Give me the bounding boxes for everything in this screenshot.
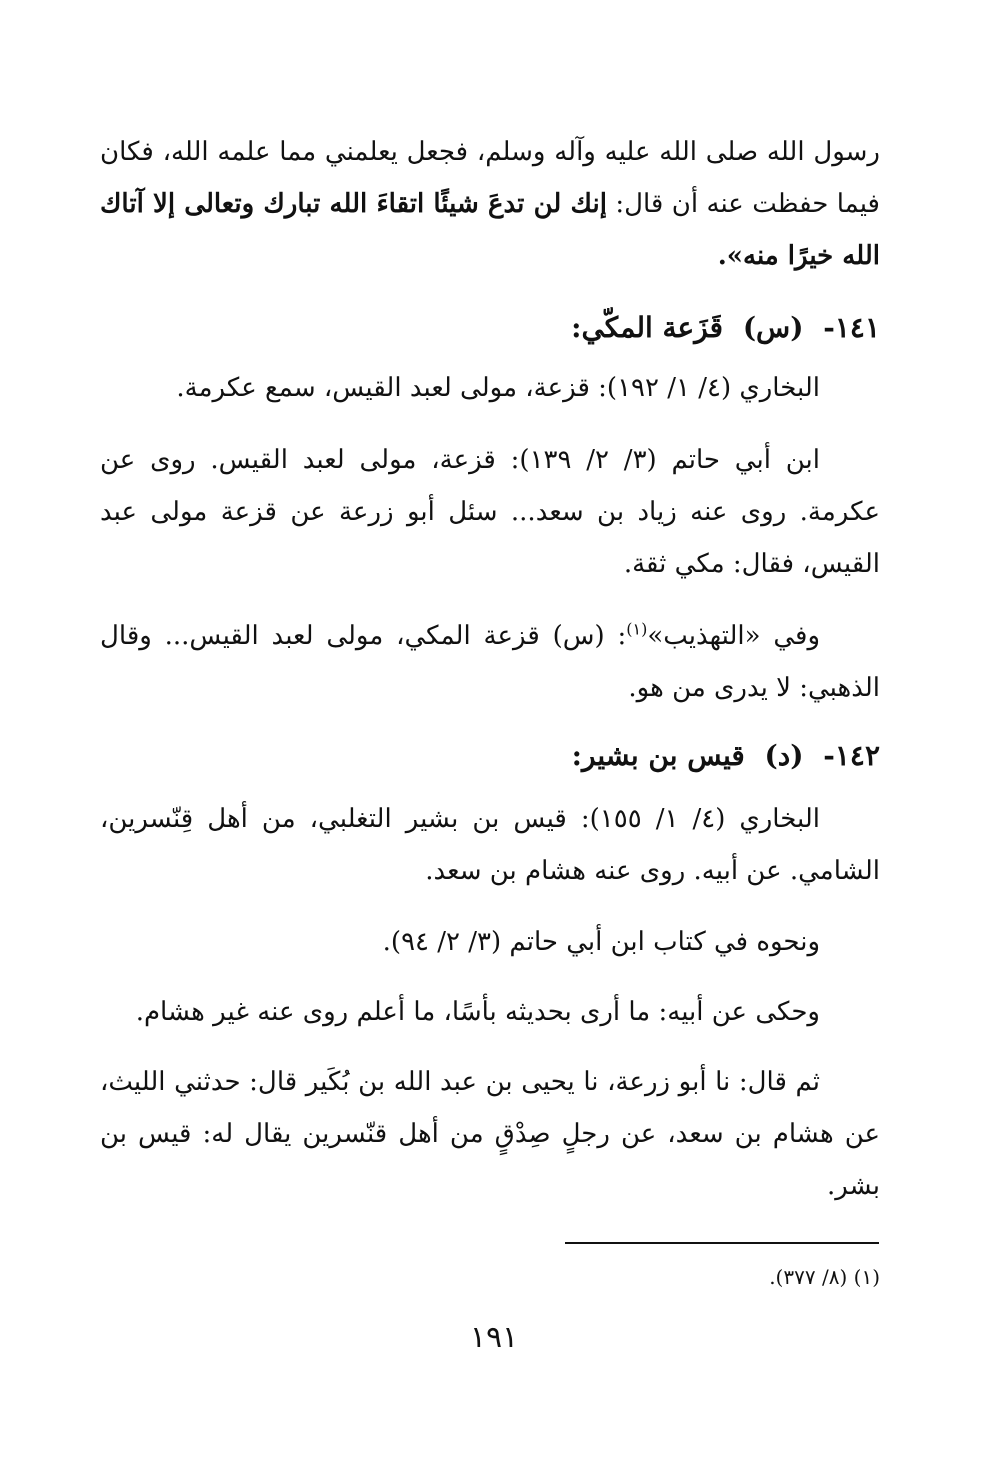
entry-142-bukhari: البخاري (٤/ ١/ ١٥٥): قيس بن بشير التغلبي، من أهل قِنّسرين، الشامي. عن أبيه. روى عنه هشام بن سعد. [100, 804, 880, 886]
entry-141-bukhari: البخاري (٤/ ١/ ١٩٢): قزعة، مولى لعبد القيس، سمع عكرمة. [176, 373, 820, 403]
continuation-paragraph [100, 126, 880, 282]
entry-141-tahdhib [100, 610, 880, 714]
page-number: ١٩١ [469, 1320, 519, 1355]
entry-141-tahdhib-after: : (س) قزعة المكي، مولى لعبد القيس... وقال الذهبي: لا يدرى من هو. [100, 621, 880, 703]
entry-142-heading [100, 730, 880, 782]
footnote-1: (١) (٨/ ٣٧٧). [769, 1265, 880, 1289]
entry-141-tahdhib-before: وفي «التهذيب» [647, 621, 821, 651]
entry-142-ibn-abi-hatim: ونحوه في كتاب ابن أبي حاتم (٣/ ٢/ ٩٤). [382, 927, 820, 957]
entry-141-number: ١٤١- [823, 311, 880, 344]
entry-141-name: قَزَعة المكّي: [571, 311, 724, 344]
entry-142-father-saying: وحكى عن أبيه: ما أرى بحديثه بأسًا، ما أعلم روى عنه غير هشام. [135, 997, 820, 1027]
entry-141-prefix: (س) [742, 311, 804, 344]
entry-141-ibn-abi-hatim: ابن أبي حاتم (٣/ ٢/ ١٣٩): قزعة، مولى لعبد القيس. روى عن عكرمة. روى عنه زياد بن سعد... سئل أبو زرعة عن قزعة مولى عبد القيس، فقال: مكي ثقة. [100, 445, 880, 579]
entry-142-isnad: ثم قال: نا أبو زرعة، نا يحيى بن عبد الله بن بُكَير قال: حدثني الليث، عن هشام بن سعد، عن رجلٍ صِدْقٍ من أهل قنّسرين يقال له: قيس بن بشر. [100, 1067, 880, 1201]
footnote-separator [565, 1242, 879, 1244]
entry-141-heading [100, 302, 880, 354]
continuation-bold-quote: إنك لن تدعَ شيئًا اتقاءَ الله تبارك وتعالى إلا آتاك الله خيرًا منه». [100, 189, 880, 271]
entry-142-number: ١٤٢- [823, 739, 880, 772]
entry-142-prefix: (د) [764, 739, 804, 772]
continuation-text: رسول الله صلى الله عليه وآله وسلم، فجعل يعلمني مما علمه الله، فكان فيما حفظت عنه أن قال: [100, 137, 880, 219]
footnote-ref-1: (١) [626, 619, 648, 639]
entry-142-name: قيس بن بشير: [571, 739, 745, 772]
